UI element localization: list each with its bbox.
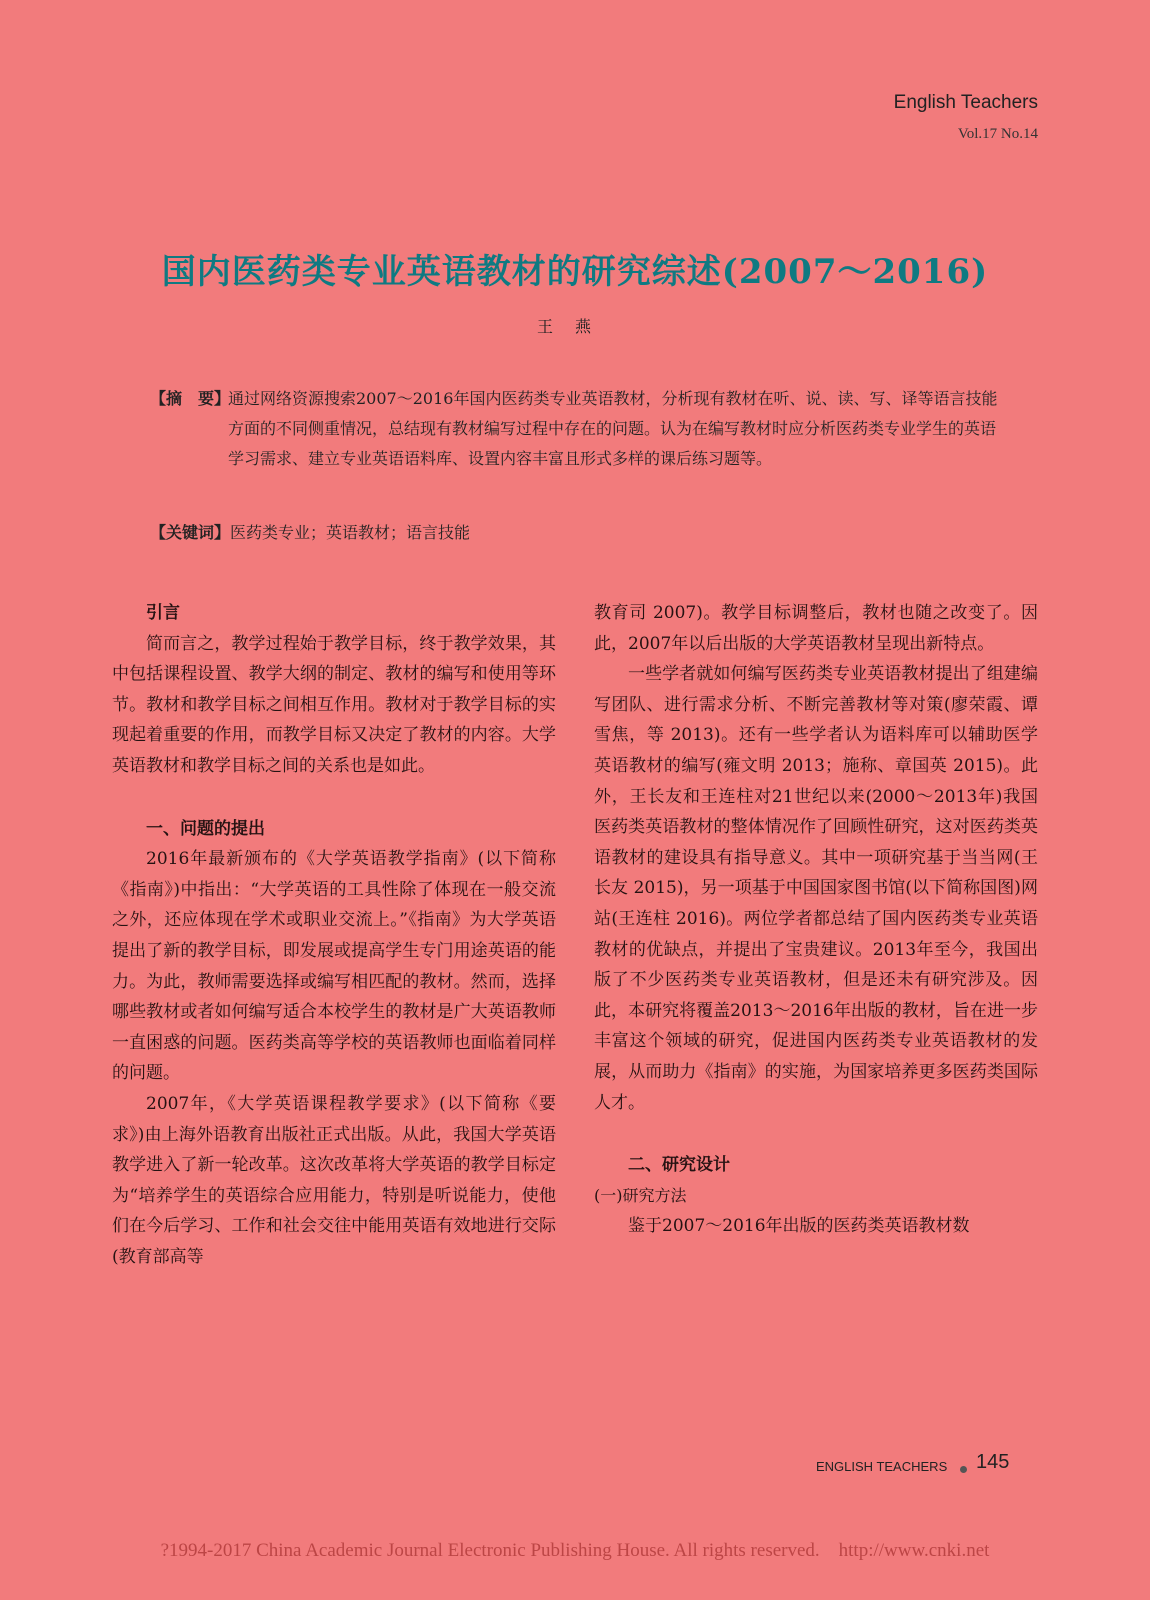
- left-column: [112, 598, 556, 1272]
- right-column: [594, 598, 1038, 1242]
- section-1-paragraph-3: 一些学者就如何编写医药类专业英语教材提出了组建编写团队、进行需求分析、不断完善教材等对策(廖荣霞、谭雪焦，等 2013)。还有一些学者认为语料库可以辅助医学英语教材的编写(雍文明 2013；施称、章国英 2015)。此外，王长友和王连柱对21世纪以来(2000～2013年)我国医药类英语教材的整体情况作了回顾性研究，这对医药类英语教材的建设具有指导意义。其中一项研究基于当当网(王长友 2015)，另一项基于中国国家图书馆(以下简称国图)网站(王连柱 2016)。两位学者都总结了国内医药类专业英语教材的优缺点，并提出了宝贵建议。2013年至今，我国出版了不少医药类专业英语教材，但是还未有研究涉及。因此，本研究将覆盖2013～2016年出版的教材，旨在进一步丰富这个领域的研究，促进国内医药类专业英语教材的发展，从而助力《指南》的实施，为国家培养更多医药类国际人才。: [594, 664, 1038, 1113]
- section-1-paragraph-1: 2016年最新颁布的《大学英语教学指南》(以下简称《指南》)中指出：“大学英语的工具性除了体现在一般交流之外，还应体现在学术或职业交流上。”《指南》为大学英语提出了新的教学目标，即发展或提高学生专门用途英语的能力。为此，教师需要选择或编写相匹配的教材。然而，选择哪些教材或者如何编写适合本校学生的教材是广大英语教师一直困惑的问题。医药类高等学校的英语教师也面临着同样的问题。: [112, 849, 556, 1084]
- keywords-label: 【关键词】: [150, 523, 231, 542]
- section-2-subheading-1: (一)研究方法: [594, 1185, 687, 1205]
- journal-name: English Teachers: [893, 92, 1038, 113]
- section-2-paragraph-1: 鉴于2007～2016年出版的医药类英语教材数: [628, 1216, 970, 1237]
- footer-journal-label: ENGLISH TEACHERS: [816, 1459, 948, 1474]
- intro-paragraph: 简而言之，教学过程始于教学目标，终于教学效果，其中包括课程设置、教学大纲的制定、教材的编写和使用等环节。教材和教学目标之间相互作用。教材对于教学目标的实现起着重要的作用，而教学目标又决定了教材的内容。大学英语教材和教学目标之间的关系也是如此。: [112, 633, 556, 776]
- article-title: 国内医药类专业英语教材的研究综述(2007～2016): [161, 252, 989, 292]
- section-1-paragraph-2: 2007年，《大学英语课程教学要求》(以下简称《要求》)由上海外语教育出版社正式出版。从此，我国大学英语教学进入了新一轮改革。这次改革将大学英语的教学目标定为“培养学生的英语综合应用能力，特别是听说能力，使他们在今后学习、工作和社会交往中能用英语有效地进行交际(教育部高等: [112, 1093, 556, 1267]
- abstract-text: 通过网络资源搜索2007～2016年国内医药类专业英语教材，分析现有教材在听、说、读、写、译等语言技能方面的不同侧重情况，总结现有教材编写过程中存在的问题。认为在编写教材时应分析医药类专业学生的英语学习需求、建立专业英语语料库、设置内容丰富且形式多样的课后练习题等。: [228, 389, 998, 468]
- copyright-notice: ?1994-2017 China Academic Journal Electronic Publishing House. All rights reserved. http://www.cnki.net: [160, 1540, 990, 1561]
- abstract-label: 【摘 要】: [150, 389, 231, 408]
- page-number: 145: [976, 1451, 1010, 1473]
- keywords-block: [150, 520, 1000, 543]
- footer-bullet-icon: [960, 1466, 967, 1473]
- article-author: 王燕: [536, 317, 613, 336]
- section-2-heading: 二、研究设计: [628, 1155, 730, 1176]
- section-1-paragraph-2-continued: 教育司 2007)。教学目标调整后，教材也随之改变了。因此，2007年以后出版的大学英语教材呈现出新特点。: [594, 603, 1038, 654]
- journal-volume: Vol.17 No.14: [957, 126, 1038, 142]
- intro-heading: 引言: [146, 603, 180, 623]
- keywords-text: 医药类专业；英语教材；语言技能: [230, 523, 471, 542]
- section-1-heading: 一、问题的提出: [146, 818, 265, 839]
